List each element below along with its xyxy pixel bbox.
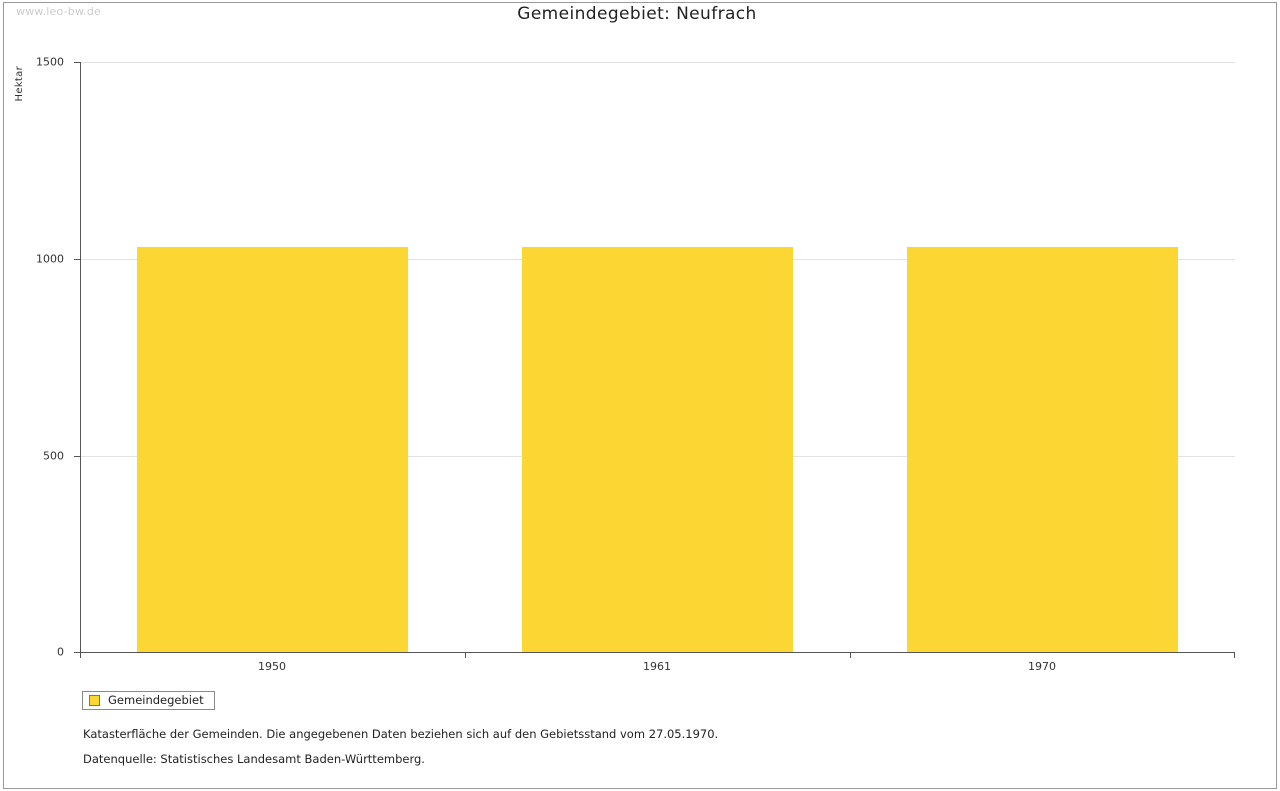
page-title: Gemeindegebiet: Neufrach [517, 4, 757, 24]
y-tick-label-1500: 1500 [36, 55, 64, 69]
x-tick-mark-1 [465, 653, 466, 658]
chart-legend[interactable] [82, 691, 215, 710]
bar-1970[interactable] [907, 247, 1178, 652]
bar-series-gemeindegebiet [80, 62, 1235, 653]
bar-1961[interactable] [522, 247, 793, 652]
y-tick-label-1000: 1000 [36, 252, 64, 266]
footnote-data-source: Datenquelle: Statistisches Landesamt Baden-Württemberg. [83, 752, 425, 766]
x-tick-label-1961: 1961 [643, 660, 671, 673]
x-tick-label-1970: 1970 [1028, 660, 1056, 673]
x-tick-mark-2 [850, 653, 851, 658]
y-tick-label-0: 0 [57, 645, 64, 659]
watermark-label: www.leo-bw.de [16, 5, 102, 18]
x-tick-mark-3 [1234, 653, 1235, 658]
legend-color-swatch [89, 695, 100, 706]
y-tick-label-500: 500 [43, 449, 64, 463]
y-axis-label: Hektar [14, 66, 25, 102]
x-tick-mark-0 [80, 653, 81, 658]
plot-area [36, 55, 1235, 659]
bar-1950[interactable] [137, 247, 408, 652]
x-tick-label-1950: 1950 [258, 660, 286, 673]
footnote-data-basis: Katasterfläche der Gemeinden. Die angegebenen Daten beziehen sich auf den Gebietsstand vom 27.05.1970. [83, 727, 719, 741]
legend-item-label: Gemeindegebiet [108, 693, 204, 707]
x-tick-marks [80, 653, 1235, 658]
